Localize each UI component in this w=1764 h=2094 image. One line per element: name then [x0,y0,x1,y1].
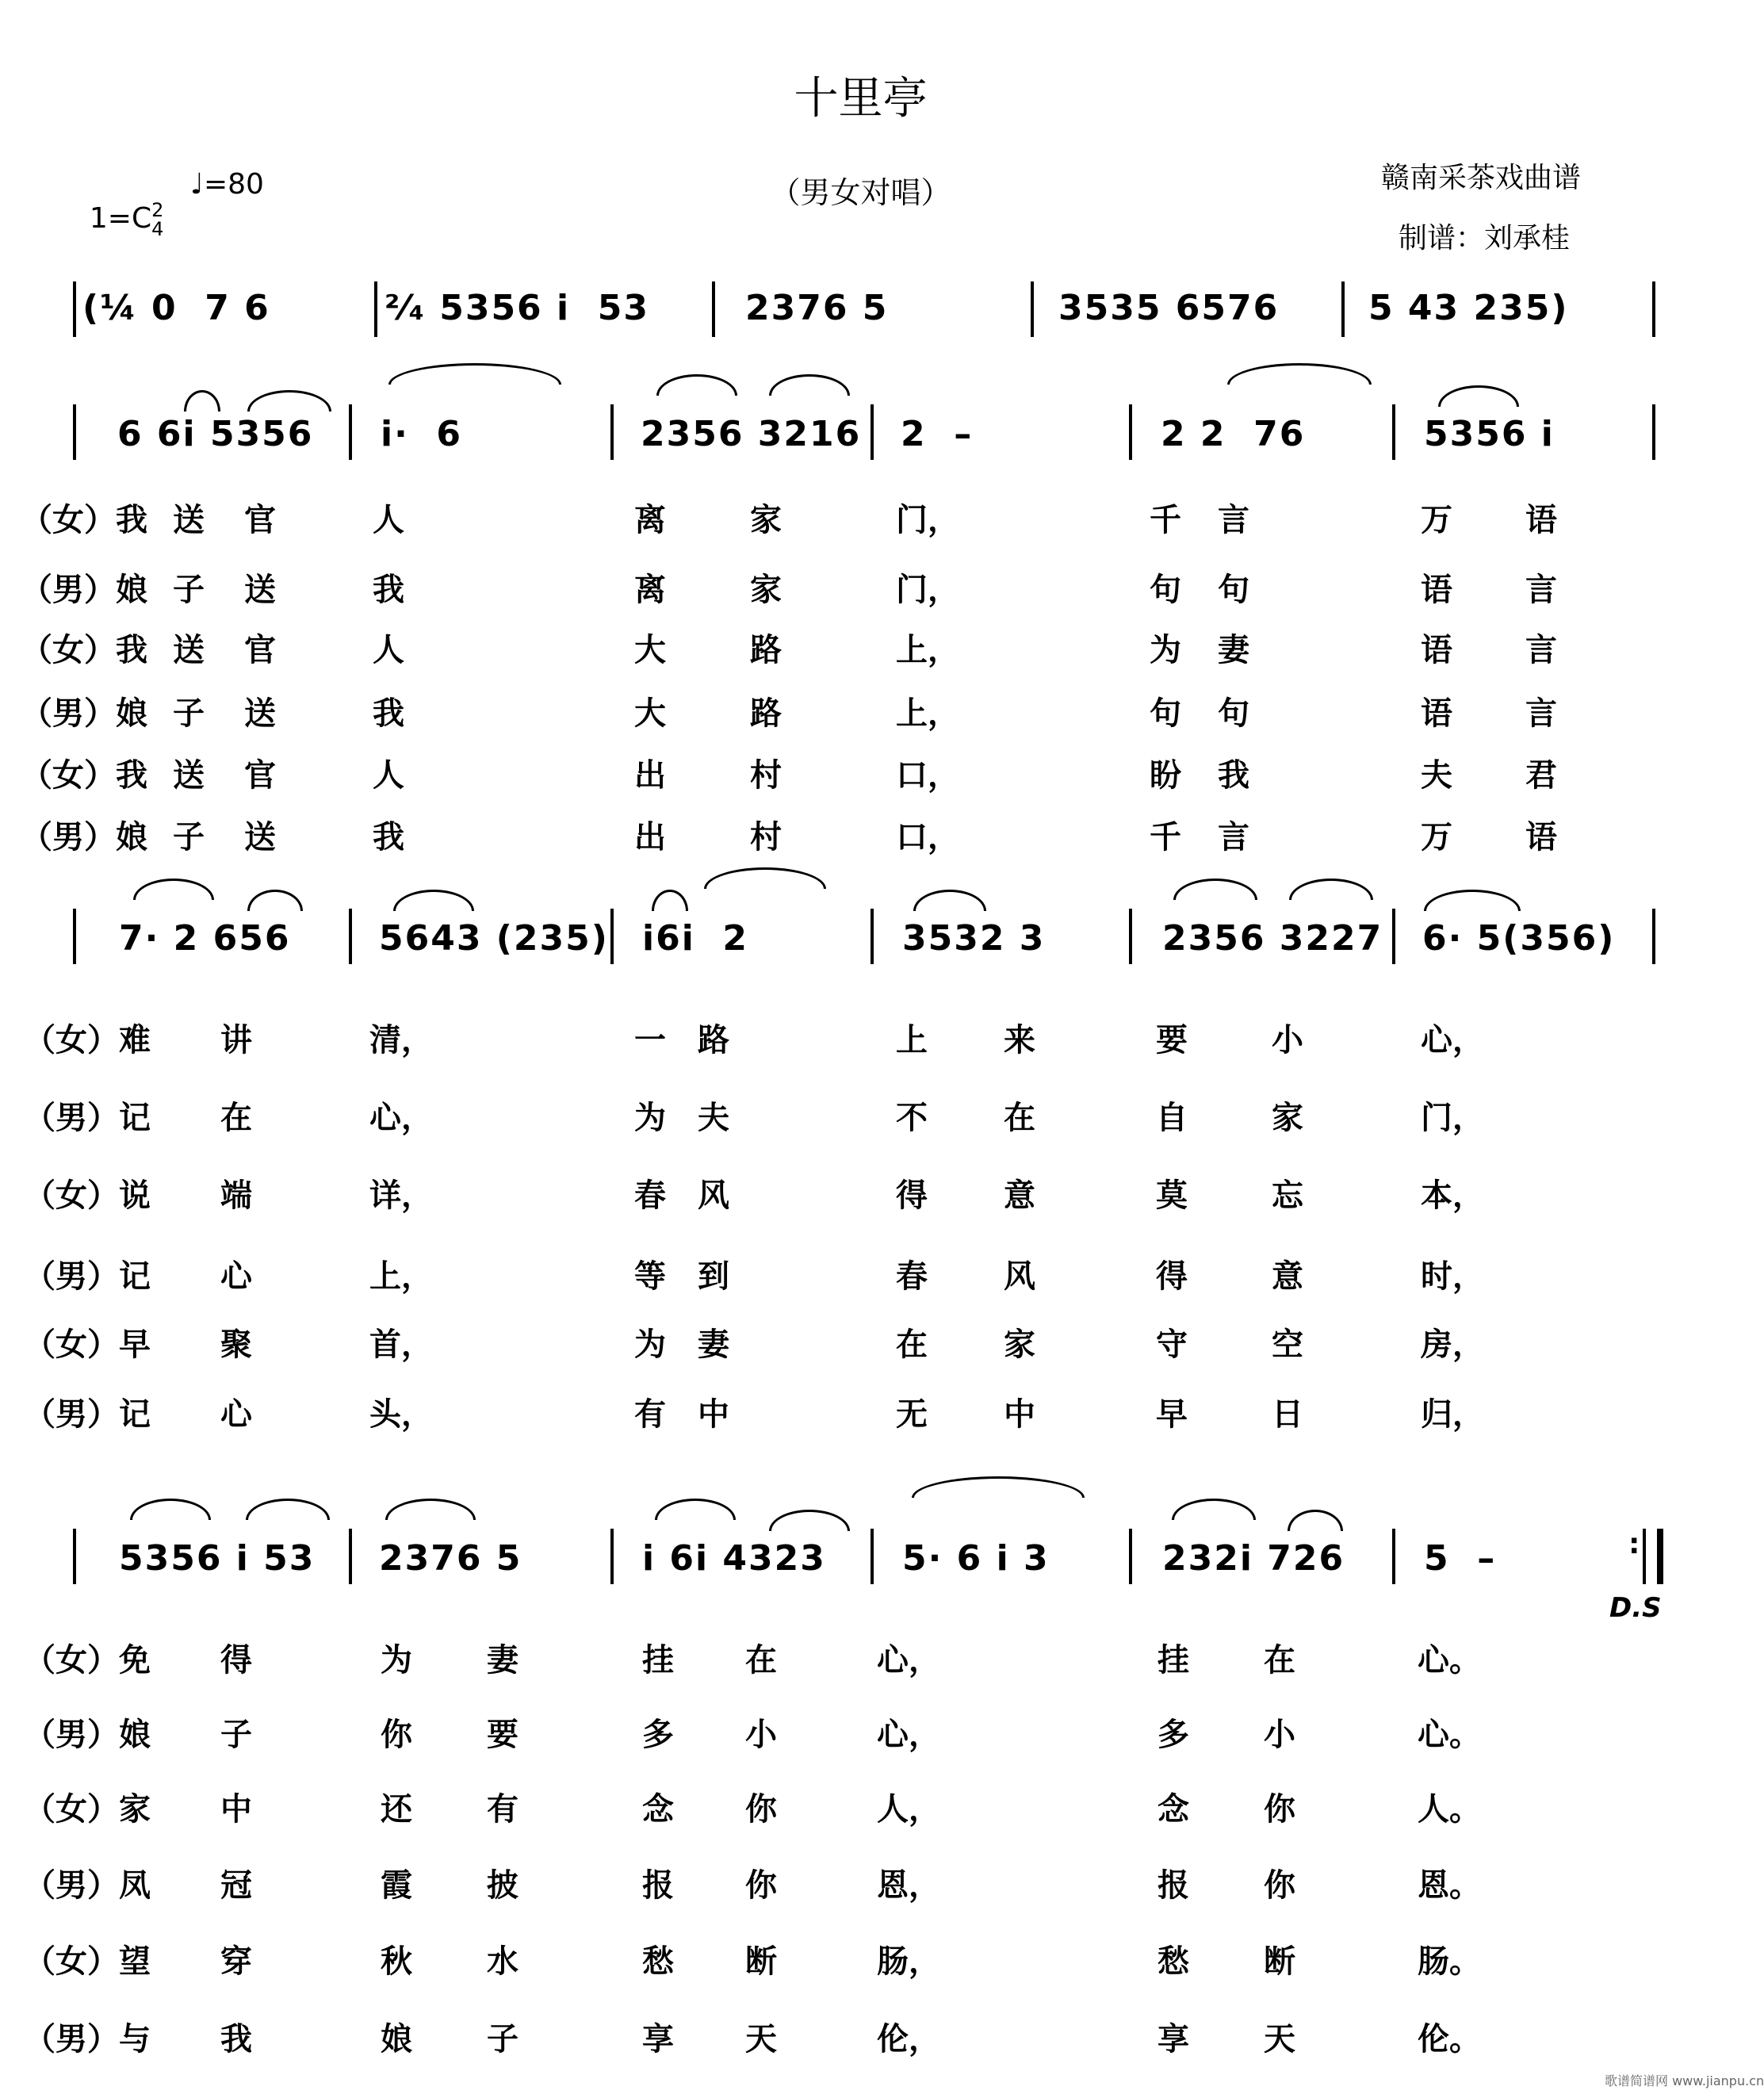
lyric-line: （男）记 心 头， 有 中 无 中 早 日 归， [24,1396,1484,1433]
measure: 5 43 235) [1368,288,1569,328]
dal-segno-mark: D.S [1609,1592,1662,1624]
measure: 232i 726 [1162,1538,1345,1579]
score-system-intro [0,274,1721,353]
measure: 2 2 76 [1161,414,1306,454]
lyric-line: （男）记 心 上， 等 到 春 风 得 意 时， [24,1258,1484,1295]
measure: (¼ 0 7 6 [82,288,270,328]
score-system-1 [0,396,1721,476]
lyric-line: （男）娘 子 送 我 大 路 上， 句 句 语 言 [21,695,1557,732]
measure: 5356 i [1424,414,1555,454]
lyric-line: （女）早 聚 首， 为 妻 在 家 守 空 房， [24,1326,1484,1363]
lyric-line: （女）我 送 官 人 出 村 口， 盼 我 夫 君 [21,757,1557,794]
lyric-line: （女）我 送 官 人 离 家 门， 千 言 万 语 [21,502,1557,538]
lyric-line: （女）难 讲 清， 一 路 上 来 要 小 心， [24,1022,1484,1058]
repeat-dots: : [1628,1528,1642,1560]
lyric-line: （女）免 得 为 妻 挂 在 心， 挂 在 心。 [24,1642,1481,1679]
lyric-line: （男）与 我 娘 子 享 天 伦， 享 天 伦。 [24,2021,1481,2058]
key-signature: 1=C2 4 [89,199,164,240]
measure: 2 – [901,414,974,454]
measure: 5643 (235) [379,918,609,959]
measure: 3532 3 [902,918,1046,959]
watermark: 歌谱简谱网 www.jianpu.cn [1605,2073,1764,2088]
lyric-line: （男）记 在 心， 为 夫 不 在 自 家 门， [24,1100,1484,1136]
score-system-2 [0,901,1721,980]
measure: 5· 6 i 3 [902,1538,1050,1579]
measure: 7· 2 656 [119,918,291,959]
measure: i6i 2 [642,918,749,959]
lyric-line: （男）娘 子 送 我 出 村 口， 千 言 万 语 [21,819,1557,856]
song-subtitle: （男女对唱） [770,175,951,210]
song-title: 十里亭 [794,73,928,124]
lyric-line: （男）凤 冠 霞 披 报 你 恩， 报 你 恩。 [24,1867,1481,1904]
lyric-line: （女）望 穿 秋 水 愁 断 肠， 愁 断 肠。 [24,1943,1481,1980]
measure: 6· 5(356) [1422,918,1616,959]
measure: 6 6i 5356 [117,414,314,454]
lyric-line: （男）娘 子 你 要 多 小 心， 多 小 心。 [24,1717,1481,1753]
lyric-line: （女）我 送 官 人 大 路 上， 为 妻 语 言 [21,632,1557,668]
measure: i 6i 4323 [642,1538,826,1579]
measure: 5356 i 53 [119,1538,316,1579]
measure: ²⁄₄ 5356 i 53 [385,288,649,328]
lyric-line: （女）家 中 还 有 念 你 人， 念 你 人。 [24,1791,1481,1828]
lyric-line: （男）娘 子 送 我 离 家 门， 句 句 语 言 [21,572,1557,608]
tempo-mark: ♩=80 [190,168,264,201]
measure: 5 – [1424,1538,1497,1579]
lyric-line: （女）说 端 详， 春 风 得 意 莫 忘 本， [24,1177,1484,1214]
measure: 3535 6576 [1058,288,1280,328]
measure: i· 6 [381,414,463,454]
arranger-credit: 制谱：刘承桂 [1399,222,1571,255]
score-system-3 [0,1521,1721,1624]
measure: 2356 3227 [1162,918,1383,959]
measure: 2376 5 [745,288,889,328]
source-credit: 赣南采茶戏曲谱 [1381,162,1582,194]
measure: 2376 5 [379,1538,522,1579]
measure: 2356 3216 [641,414,862,454]
